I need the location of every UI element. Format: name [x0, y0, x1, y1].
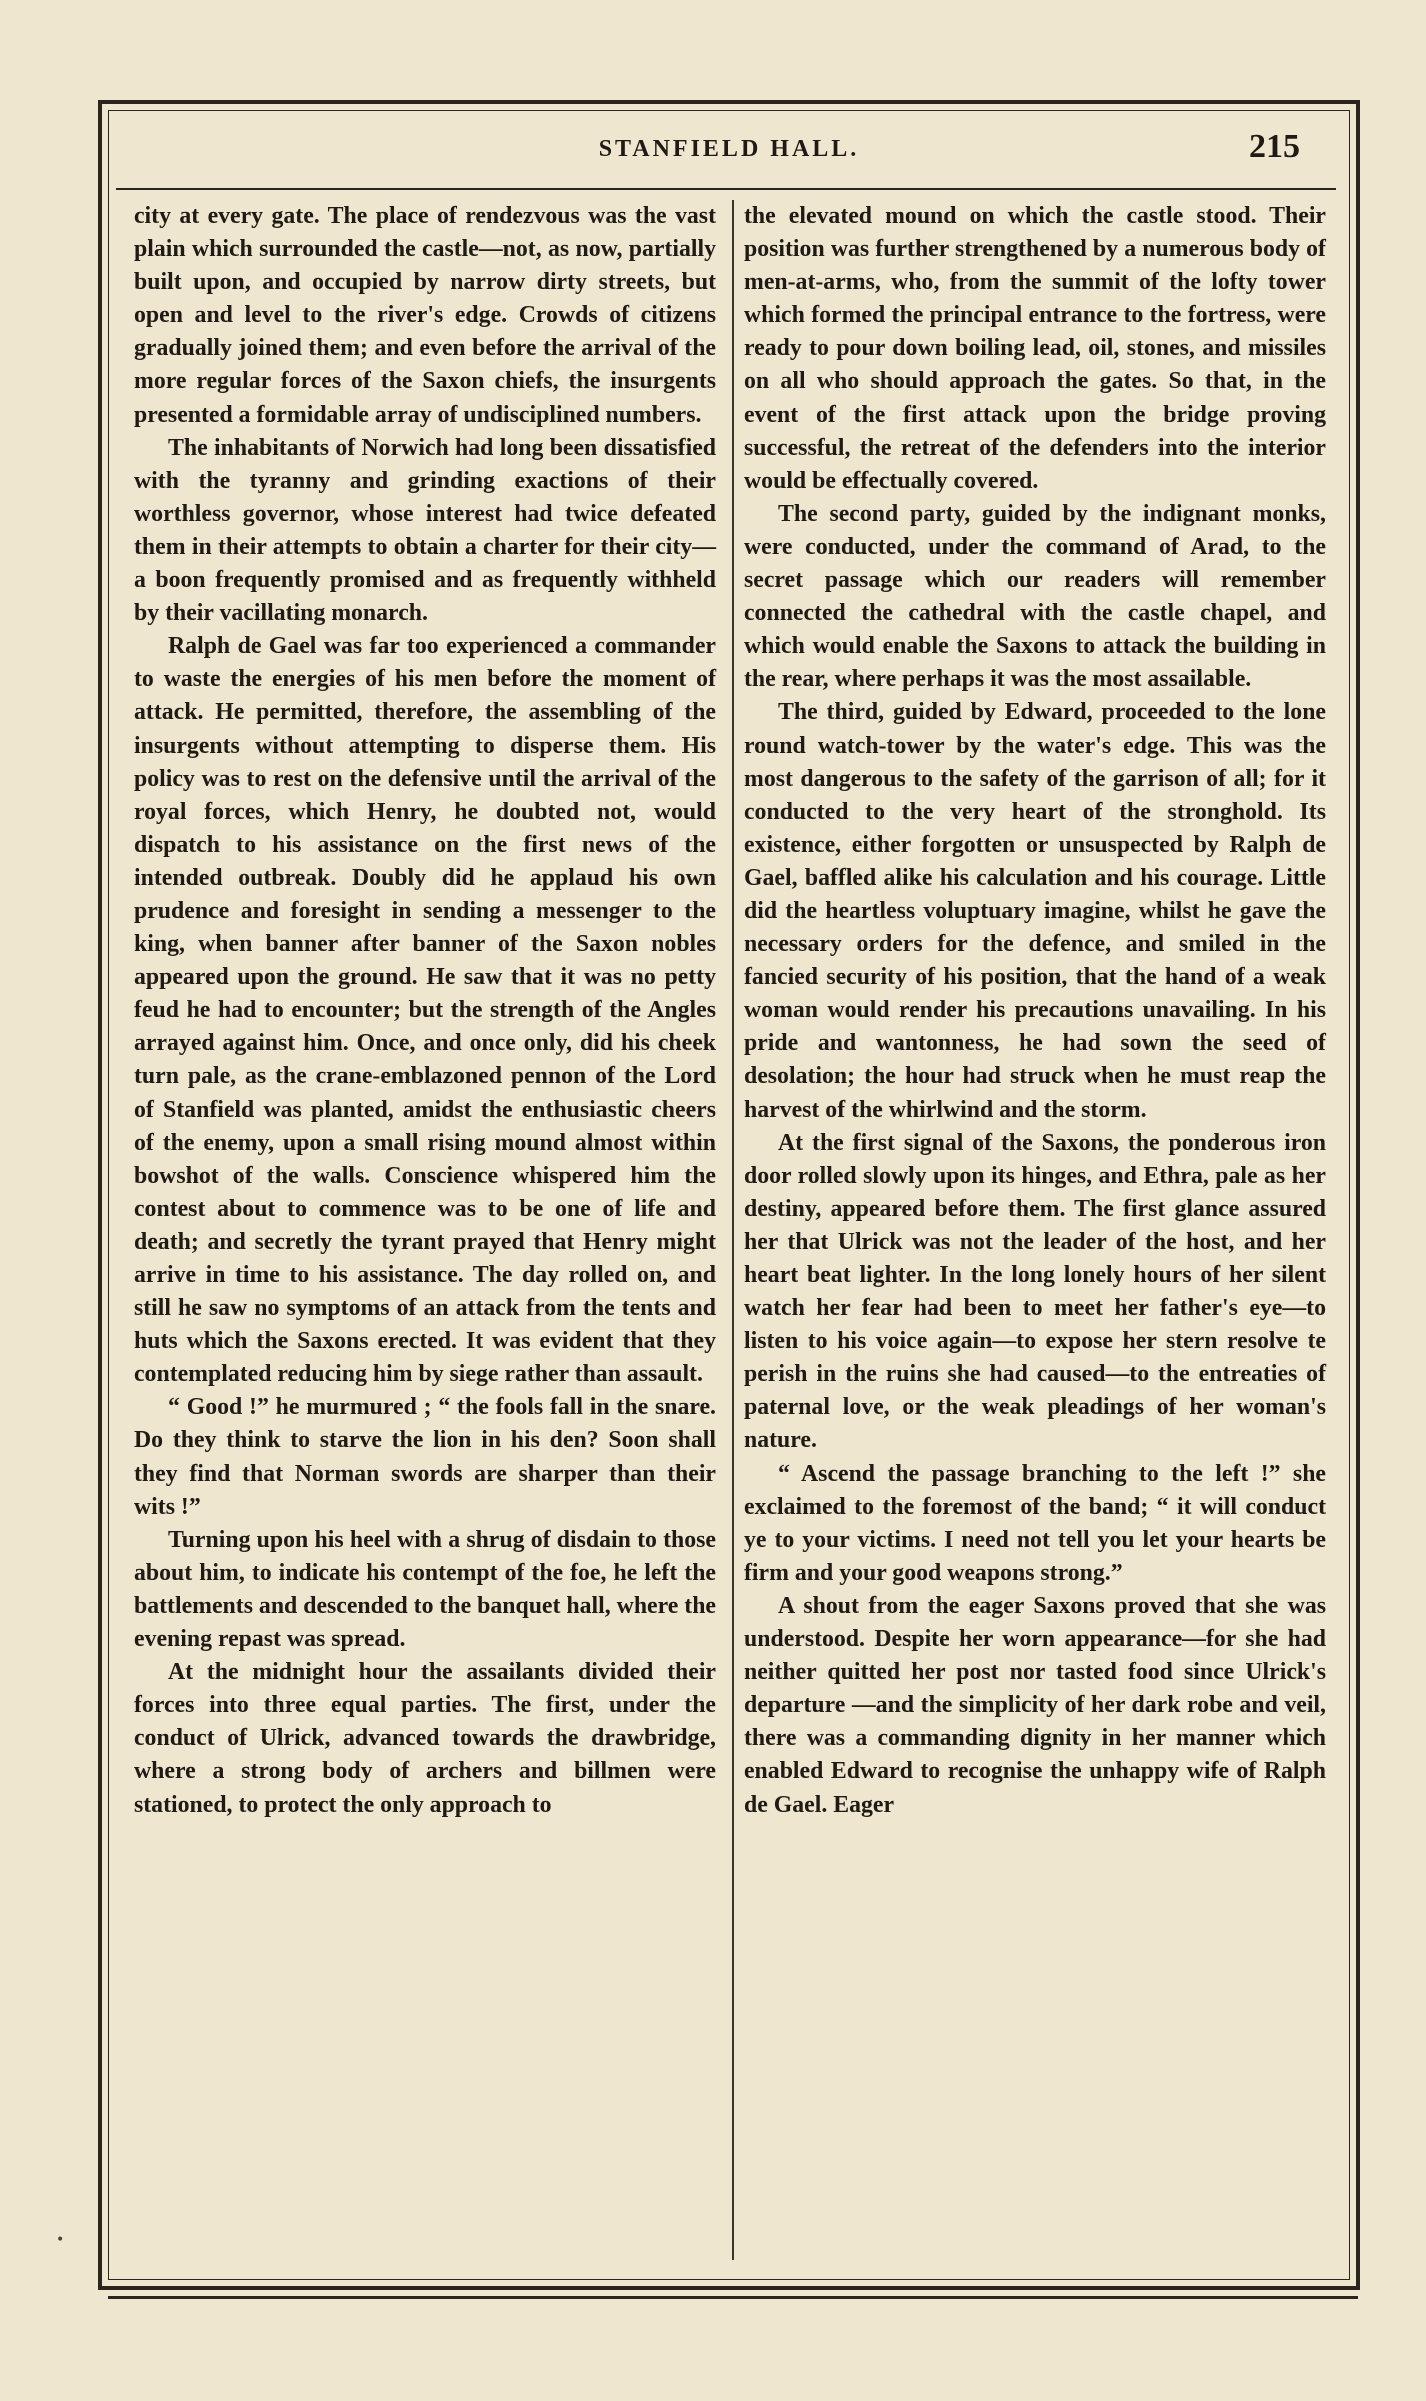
paragraph: Ralph de Gael was far too experienced a commander to waste the energies of his men before the moment of attack. He permitted, therefore, the assembling of the insurgents without attempting to disperse them. His policy was to rest on the defensive until the arrival of the royal forces, which Henry, he doubted not, would dispatch to his assistance on the first news of the intended outbreak. Doubly did he applaud his own prudence and foresight in sending a messenger to the king, when banner after banner of the Saxon nobles appeared upon the ground. He saw that it was no petty feud he had to encounter; but the strength of the Angles arrayed against him. Once, and once only, did his cheek turn pale, as the crane-emblazoned pennon of the Lord of Stanfield was planted, amidst the enthusiastic cheers of the enemy, upon a small rising mound almost within bowshot of the walls. Conscience whispered him the contest about to commence was to be one of life and death; and secretly the tyrant prayed that Henry might arrive in time to his assistance. The day rolled on, and still he saw no symptoms of an attack from the tents and huts which the Saxons erected. It was evident that they contemplated reducing him by siege rather than assault. — [134, 633, 716, 1388]
paragraph: The second party, guided by the indignant monks, were conducted, under the command of Arad, to the secret passage which our readers will remember connected the cathedral with the castle chapel, and which would enable the Saxons to attack the building in the rear, where perhaps it was the most assailable. — [744, 500, 1326, 693]
paragraph: At the first signal of the Saxons, the ponderous iron door rolled slowly upon its hinges, and Ethra, pale as her destiny, appeared before them. The first glance assured her that Ulrick was not the leader of the host, and her heart beat lighter. In the long lonely hours of her silent watch her fear had been to meet her father's eye—to listen to his voice again—to expose her stern resolve te perish in the ruins she had caused—to the entreaties of paternal love, or the weak pleadings of her woman's nature. — [744, 1129, 1326, 1454]
header-rule — [116, 188, 1336, 190]
left-column — [134, 200, 716, 1822]
running-title: STANFIELD HALL. — [598, 136, 860, 162]
margin-mark: • — [56, 2232, 65, 2248]
right-column — [744, 200, 1326, 1822]
paragraph: the elevated mound on which the castle stood. Their position was further strengthened by a numerous body of men-at-arms, who, from the summit of the lofty tower which formed the principal entrance to the fortress, were ready to pour down boiling lead, oil, stones, and missiles on all who should approach the gates. So that, in the event of the first attack upon the bridge proving successful, the retreat of the defenders into the interior would be effectually covered. — [744, 203, 1326, 494]
paragraph: At the midnight hour the assailants divided their forces into three equal parties. The first, under the conduct of Ulrick, advanced towards the drawbridge, where a strong body of archers and billmen were stationed, to protect the only approach to — [134, 1659, 716, 1818]
paragraph: The inhabitants of Norwich had long been dissatisfied with the tyranny and grinding exactions of their worthless governor, whose interest had twice defeated them in their attempts to obtain a charter for their city—a boon frequently promised and as frequently withheld by their vacillating monarch. — [134, 434, 716, 627]
page-number: 215 — [1249, 128, 1300, 165]
paragraph: Turning upon his heel with a shrug of disdain to those about him, to indicate his contempt of the foe, he left the battlements and descended to the banquet hall, where the evening repast was spread. — [134, 1526, 716, 1653]
bottom-rule — [108, 2296, 1358, 2299]
paragraph: “ Good !” he murmured ; “ the fools fall in the snare. Do they think to starve the lion in his den? Soon shall they find that Norman swords are sharper than their wits !” — [134, 1394, 716, 1520]
paragraph: city at every gate. The place of rendezvous was the vast plain which surrounded the castle—not, as now, partially built upon, and occupied by narrow dirty streets, but open and level to the river's edge. Crowds of citizens gradually joined them; and even before the arrival of the more regular forces of the Saxon chiefs, the insurgents presented a formidable array of undisciplined numbers. — [134, 203, 716, 428]
paragraph: A shout from the eager Saxons proved that she was understood. Despite her worn appearance—for she had neither quitted her post nor tasted food since Ulrick's departure —and the simplicity of her dark robe and veil, there was a commanding dignity in her manner which enabled Edward to recognise the unhappy wife of Ralph de Gael. Eager — [744, 1592, 1326, 1818]
page-header — [116, 128, 1342, 180]
column-divider — [732, 200, 734, 2260]
paragraph: The third, guided by Edward, proceeded to the lone round watch-tower by the water's edge. This was the most dangerous to the safety of the garrison of all; for it conducted to the very heart of the stronghold. Its existence, either forgotten or unsuspected by Ralph de Gael, baffled alike his calculation and his courage. Little did the heartless voluptuary imagine, whilst he gave the necessary orders for the defence, and smiled in the fancied security of his position, that the hand of a weak woman would render his precautions unavailing. In his pride and wantonness, he had sown the seed of desolation; the hour had struck when he must reap the harvest of the whirlwind and the storm. — [744, 699, 1326, 1123]
paragraph: “ Ascend the passage branching to the left !” she exclaimed to the foremost of the band; “ it will conduct ye to your victims. I need not tell you let your hearts be firm and your good weapons strong.” — [744, 1460, 1326, 1586]
